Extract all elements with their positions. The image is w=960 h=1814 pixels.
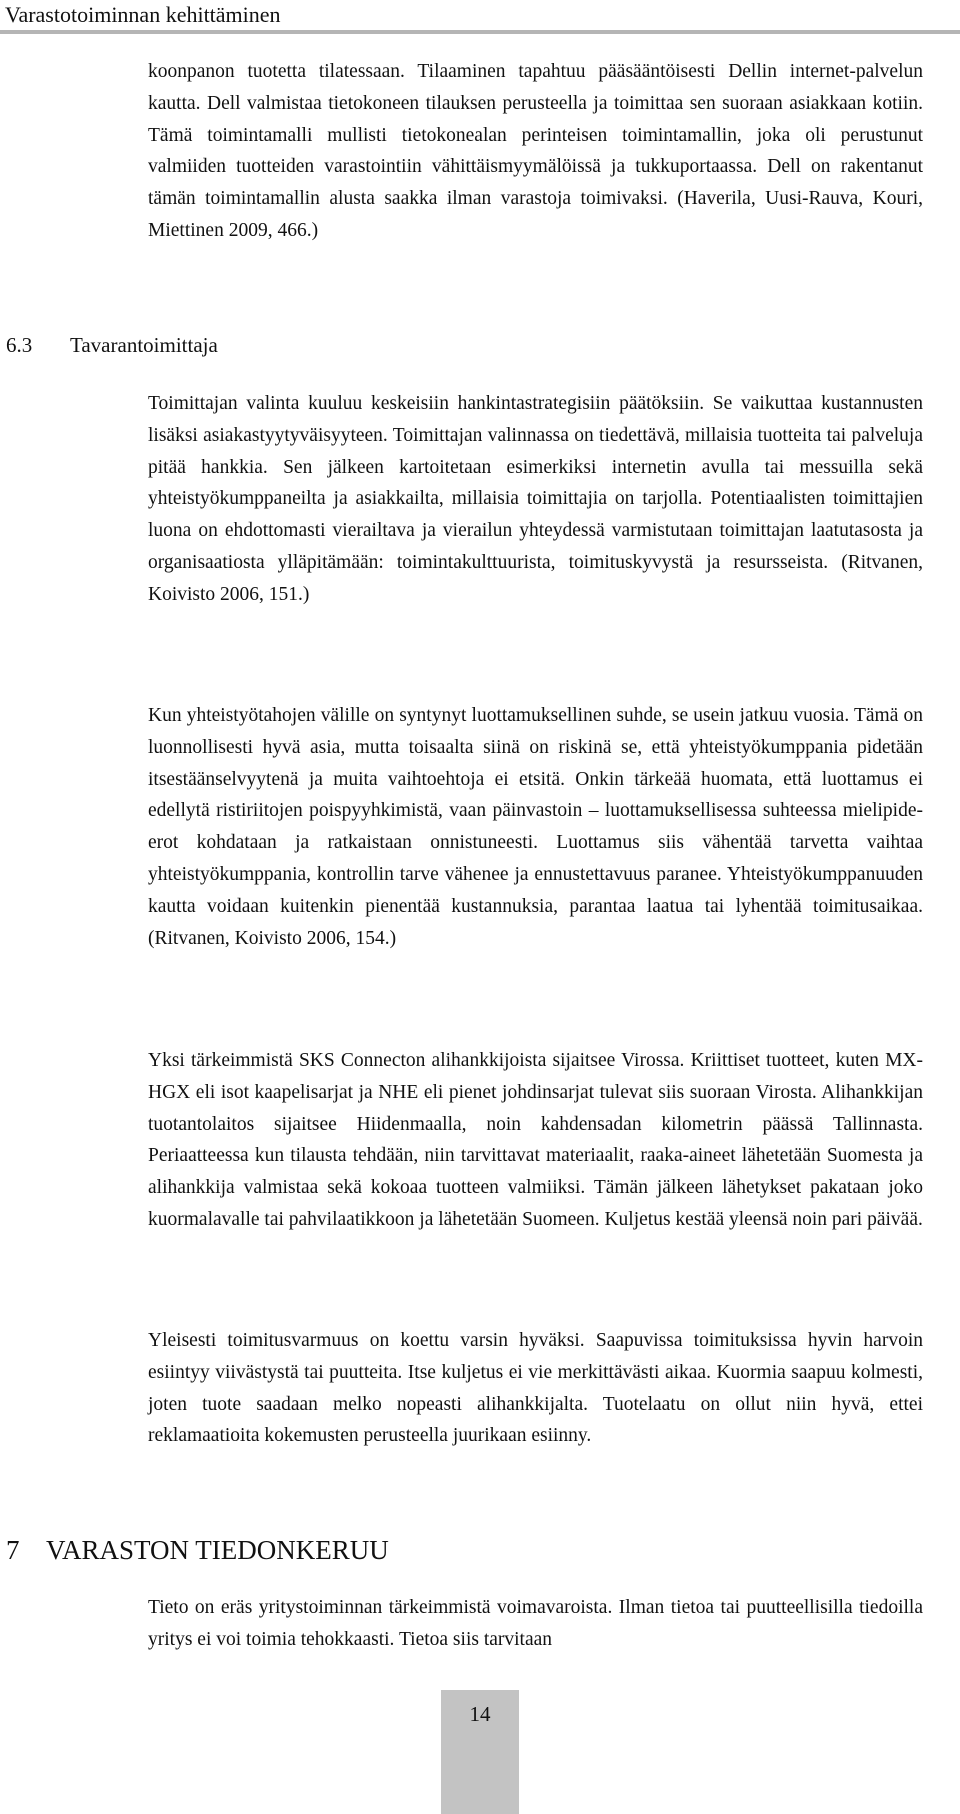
paragraph-text: Yksi tärkeimmistä SKS Connecton alihankkijoista sijaitsee Virossa. Kriittiset tuotteet, kuten MX-HGX eli isot kaapelisarjat ja NHE eli pienet johdinsarjat tulevat siis suoraan Virosta. Alihankkijan tuotantolaitos sijaitsee Hiidenmaalla, noin kahdensadan kilometrin päässä Tallinnasta. Periaatteessa kun tilausta tehdään, niin tarvittavat materiaalit, raaka-aineet lähetetään Suomesta ja alihankkija valmistaa sekä kokoaa tuotteen valmiiksi. Tämän jälkeen lähetykset pakataan joko kuormalavalle tai pahvilaatikkoon ja lähetetään Suomeen. Kuljetus kestää yleensä noin pari päivää.	[148, 1050, 923, 1230]
chapter-number: 7	[6, 1535, 20, 1565]
running-header: Varastotoiminnan kehittäminen	[5, 2, 281, 27]
header-rule	[0, 30, 960, 34]
page-number-box	[441, 1690, 519, 1814]
section-title: Tavarantoimittaja	[70, 333, 218, 357]
chapter-heading-7	[6, 1534, 389, 1566]
paragraph-text: Yleisesti toimitusvarmuus on koettu varsin hyväksi. Saapuvissa toimituksissa hyvin harvoin esiintyy viivästystä tai puutteita. Itse kuljetus ei vie merkittävästi aikaa. Kuormia saapuu kolmesti, joten tuote saadaan melko nopeasti alihankkijalta. Tuotelaatu on ollut niin hyvä, ettei reklamaatioita kokemusten perusteella juurikaan esiinny.	[148, 1330, 923, 1447]
page-number: 14	[469, 1702, 491, 1726]
paragraph-text: Tieto on eräs yritystoiminnan tärkeimmistä voimavaroista. Ilman tietoa tai puutteellisilla tiedoilla yritys ei voi toimia tehokkaasti. Tietoa siis tarvitaan	[148, 1597, 923, 1650]
paragraph-text: Kun yhteistyötahojen välille on syntynyt luottamuksellinen suhde, se usein jatkuu vuosia. Tämä on luonnollisesti hyvä asia, mutta toisaalta siinä on riskinä se, että yhteistyökumppania pidetään itsestäänselvyytenä ja muita vaihtoehtoja ei etsitä. Onkin tärkeää huomata, että luottamus ei edellytä ristiriitojen poispyyhkimistä, vaan päinvastoin – luottamuksellisessa suhteessa mielipide-erot kohdataan ja ratkaistaan onnistuneesti. Luottamus siis vähentää tarvetta vaihtaa yhteistyökumppania, kontrollin tarve vähenee ja ennustettavuus paranee. Yhteistyökumppanuuden kautta voidaan kuitenkin pienentää kustannuksia, parantaa laatua tai lyhentää toimitusaikaa. (Ritvanen, Koivisto 2006, 154.)	[148, 705, 923, 949]
paragraph-trust	[148, 700, 923, 954]
chapter-title: VARASTON TIEDONKERUU	[46, 1535, 389, 1565]
paragraph-text: Toimittajan valinta kuuluu keskeisiin hankintastrategisiin päätöksiin. Se vaikuttaa kustannusten lisäksi asiakastyytyväisyyteen. Toimittajan valinnassa on tiedettävä, millaisia tuotteita tai palveluja pitää hankkia. Sen jälkeen kartoitetaan esimerkiksi internetin avulla tai messuilla sekä yhteistyökumppaneilta ja asiakkailta, millaisia toimittajia on tarjolla. Potentiaalisten toimittajien luona on ehdottomasti vierailtava ja vierailun yhteydessä varmistutaan toimittajan laatutasosta ja organisaatiosta ylläpitämään: toimintakulttuurista, toimituskyvystä ja resursseista. (Ritvanen, Koivisto 2006, 151.)	[148, 393, 923, 605]
paragraph-delivery	[148, 1325, 923, 1452]
paragraph-subcontractor	[148, 1045, 923, 1236]
paragraph-text: koonpanon tuotetta tilatessaan. Tilaaminen tapahtuu pääsääntöisesti Dellin internet-palvelun kautta. Dell valmistaa tietokoneen tilauksen perusteella ja toimittaa sen suoraan asiakkaan kotiin. Tämä toimintamalli mullisti tietokonealan perinteisen toimintamallin, joka oli perustunut valmiiden tuotteiden varastointiin vähittäismyymälöissä ja tukkuportaassa. Dell on rakentanut tämän toimintamallin alusta saakka ilman varastoja toimivaksi. (Haverila, Uusi-Rauva, Kouri, Miettinen 2009, 466.)	[148, 61, 923, 241]
paragraph-dell	[148, 56, 923, 247]
paragraph-supplier-selection	[148, 388, 923, 611]
section-heading-6-3	[6, 330, 218, 360]
section-number: 6.3	[6, 333, 33, 357]
paragraph-information	[148, 1592, 923, 1656]
